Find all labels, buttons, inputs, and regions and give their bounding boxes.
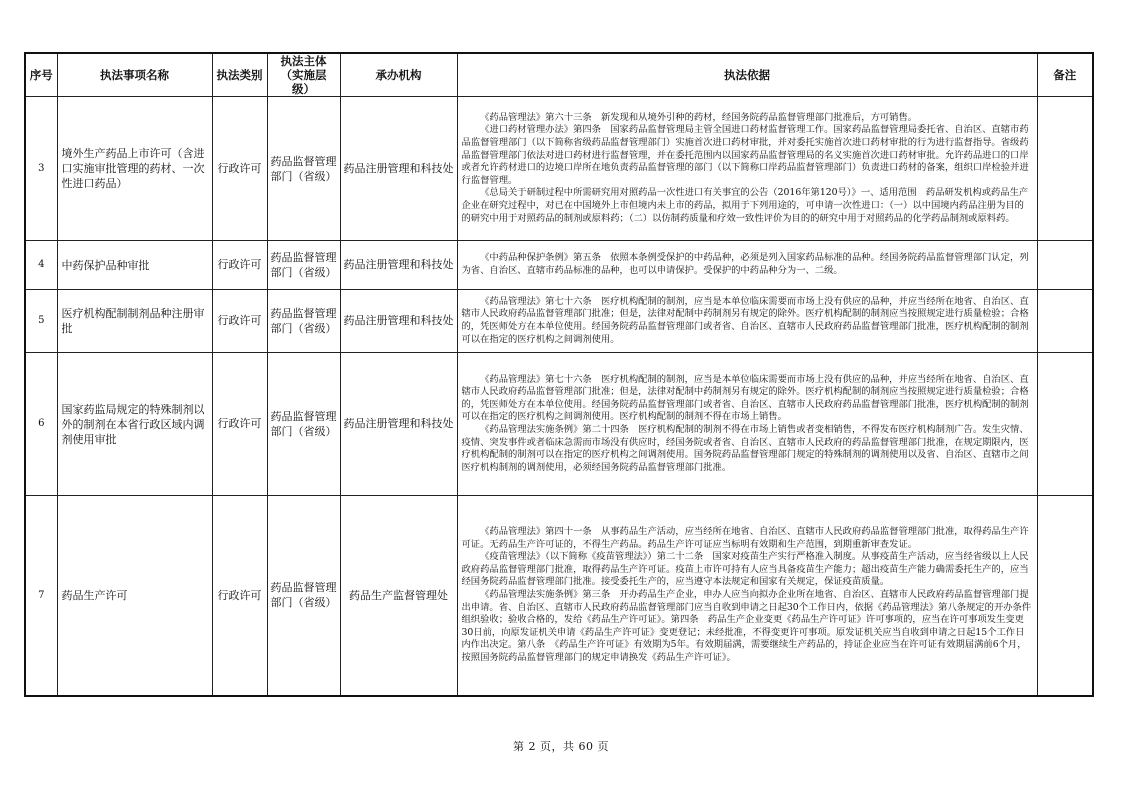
row-subject: 药品监督管理部门（省级） [267,290,340,353]
row-org: 药品注册管理和科技处 [340,97,457,241]
basis-paragraph: 《药品管理法》第七十六条 医疗机构配制的制剂，应当是本单位临床需要而市场上没有供应的品种，并应当经所在地省、自治区、直辖市人民政府药品监督管理部门批准；但是，法律对配制中药制剂另有规定的除外。医疗机构配制的制剂应当按照规定进行质量检验；合格的，凭医师处方在本单位使用。经国务院药品监督管理部门或者省、自治区、直辖市人民政府药品监督管理部门批准，医疗机构配制的制剂可以在指定的医疗机构之间调剂使用。 [461,295,1029,345]
row-index: 4 [25,241,57,290]
header-type: 执法类别 [212,53,267,97]
row-item-name: 国家药监局规定的特殊制剂以外的制剂在本省行政区域内调剂使用审批 [57,353,212,496]
row-basis [457,353,1037,496]
row-subject: 药品监督管理部门（省级） [267,496,340,696]
page-table-area [24,52,1092,697]
basis-paragraph: 《疫苗管理法》（以下简称《疫苗管理法》）第二十二条 国家对疫苗生产实行严格准入制度。从事疫苗生产活动，应当经省级以上人民政府药品监督管理部门批准，取得药品生产许可证。疫苗上市许可持有人应当具备疫苗生产能力；超出疫苗生产能力确需委托生产的，应当经国务院药品监督管理部门批准。接受委托生产的，应当遵守本法规定和国家有关规定，保证疫苗质量。 [461,551,1029,588]
basis-paragraph: 《进口药材管理办法》第四条 国家药品监督管理局主管全国进口药材监督管理工作。国家药品监督管理局委托省、自治区、直辖市药品监督管理部门（以下简称省级药品监督管理部门）实施首次进口药材审批，并对委托实施首次进口药材审批的行为进行监督指导。省级药品监督管理部门依法对进口药材进行监督管理，并在委托范围内以国家药品监督管理局的名义实施首次进口药材审批。允许药品进口的口岸或者允许药材进口的边境口岸所在地负责药品监督管理的部门（以下简称口岸药品监督管理部门）负责进口药材的备案，组织口岸检验并进行监督管理。 [461,124,1029,186]
header-note: 备注 [1037,53,1093,97]
row-basis [457,241,1037,290]
table-row [25,97,1093,241]
row-note [1037,290,1093,353]
row-org: 药品生产监督管理处 [340,496,457,696]
basis-paragraph: 《药品管理法》第四十一条 从事药品生产活动，应当经所在地省、自治区、直辖市人民政府药品监督管理部门批准，取得药品生产许可证。无药品生产许可证的，不得生产药品。药品生产许可证应当标明有效期和生产范围，到期重新审查发证。 [461,525,1029,550]
table-row [25,290,1093,353]
table-row [25,241,1093,290]
header-index: 序号 [25,53,57,97]
row-subject: 药品监督管理部门（省级） [267,97,340,241]
basis-paragraph: 《药品管理法》第六十三条 新发现和从境外引种的药材，经国务院药品监督管理部门批准后，方可销售。 [480,111,918,123]
row-basis [457,290,1037,353]
table-header-row [25,53,1093,97]
table-row [25,496,1093,696]
law-enforcement-table [24,52,1094,697]
row-basis [457,496,1037,696]
row-org: 药品注册管理和科技处 [340,241,457,290]
row-index: 3 [25,97,57,241]
row-index: 7 [25,496,57,696]
row-type: 行政许可 [212,290,267,353]
basis-paragraph: 《药品管理法》第七十六条 医疗机构配制的制剂，应当是本单位临床需要而市场上没有供应的品种，并应当经所在地省、自治区、直辖市人民政府药品监督管理部门批准；但是，法律对配制中药制剂另有规定的除外。医疗机构配制的制剂应当按照规定进行质量检验；合格的，凭医师处方在本单位使用。经国务院药品监督管理部门或者省、自治区、直辖市人民政府药品监督管理部门批准，医疗机构配制的制剂可以在指定的医疗机构之间调剂使用。医疗机构配制的制剂不得在市场上销售。 [461,373,1029,423]
basis-paragraph: 《药品管理法实施条例》第二十四条 医疗机构配制的制剂不得在市场上销售或者变相销售，不得发布医疗机构制剂广告。发生灾情、疫情、突发事件或者临床急需而市场没有供应时，经国务院或者省、自治区、直辖市人民政府的药品监督管理部门批准，在规定期限内，医疗机构配制的制剂可以在指定的医疗机构之间调剂使用。国务院药品监督管理部门规定的特殊制剂的调剂使用以及省、自治区、直辖市之间医疗机构制剂的调剂使用，必须经国务院药品监督管理部门批准。 [461,424,1029,473]
row-item-name: 药品生产许可 [57,496,212,696]
header-basis: 执法依据 [457,53,1037,97]
basis-paragraph: 《中药品种保护条例》第五条 依照本条例受保护的中药品种，必须是列入国家药品标准的品种。经国务院药品监督管理部门认定，列为省、自治区、直辖市药品标准的品种，也可以申请保护。受保护的中药品种分为一、二级。 [461,252,1029,276]
basis-paragraph: 《药品管理法实施条例》第三条 开办药品生产企业，申办人应当向拟办企业所在地省、自治区、直辖市人民政府药品监督管理部门提出申请。省、自治区、直辖市人民政府药品监督管理部门应当自收到申请之日起30个工作日内，依据《药品管理法》第八条规定的开办条件组织验收；验收合格的，发给《药品生产许可证》。第四条 药品生产企业变更《药品生产许可证》许可事项的，应当在许可事项发生变更30日前，向原发证机关申请《药品生产许可证》变更登记；未经批准，不得变更许可事项。原发证机关应当自收到申请之日起15个工作日内作出决定。第八条 《药品生产许可证》有效期为5年。有效期届满，需要继续生产药品的，持证企业应当在许可证有效期届满前6个月，按照国务院药品监督管理部门的规定申请换发《药品生产许可证》。 [461,588,1032,663]
basis-paragraph: 《总局关于研制过程中所需研究用对照药品一次性进口有关事宜的公告（2016年第120号）》一、适用范围 药品研发机构或药品生产企业在研究过程中，对已在中国境外上市但境内未上市的药品，拟用于下列用途的，可申请一次性进口：（一）以中国境内药品注册为目的的研究中用于对照药品的制剂或原料药；（二）以仿制药质量和疗效一致性评价为目的的研究中用于对照药品的化学药品制剂或原料药。 [461,187,1029,224]
row-type: 行政许可 [212,241,267,290]
row-subject: 药品监督管理部门（省级） [267,241,340,290]
header-org: 承办机构 [340,53,457,97]
row-index: 6 [25,353,57,496]
table-row [25,353,1093,496]
row-subject: 药品监督管理部门（省级） [267,353,340,496]
header-subject: 执法主体（实施层级） [267,53,340,97]
row-note [1037,353,1093,496]
row-item-name: 医疗机构配制制剂品种注册审批 [57,290,212,353]
row-basis [457,97,1037,241]
row-type: 行政许可 [212,496,267,696]
row-note [1037,241,1093,290]
row-index: 5 [25,290,57,353]
row-type: 行政许可 [212,353,267,496]
row-org: 药品注册管理和科技处 [340,290,457,353]
header-item-name: 执法事项名称 [57,53,212,97]
row-note [1037,496,1093,696]
row-type: 行政许可 [212,97,267,241]
page-footer: 第 2 页，共 60 页 [513,740,609,753]
row-item-name: 中药保护品种审批 [57,241,212,290]
row-note [1037,97,1093,241]
row-item-name: 境外生产药品上市许可（含进口实施审批管理的药材、一次性进口药品） [57,97,212,241]
row-org: 药品注册管理和科技处 [340,353,457,496]
